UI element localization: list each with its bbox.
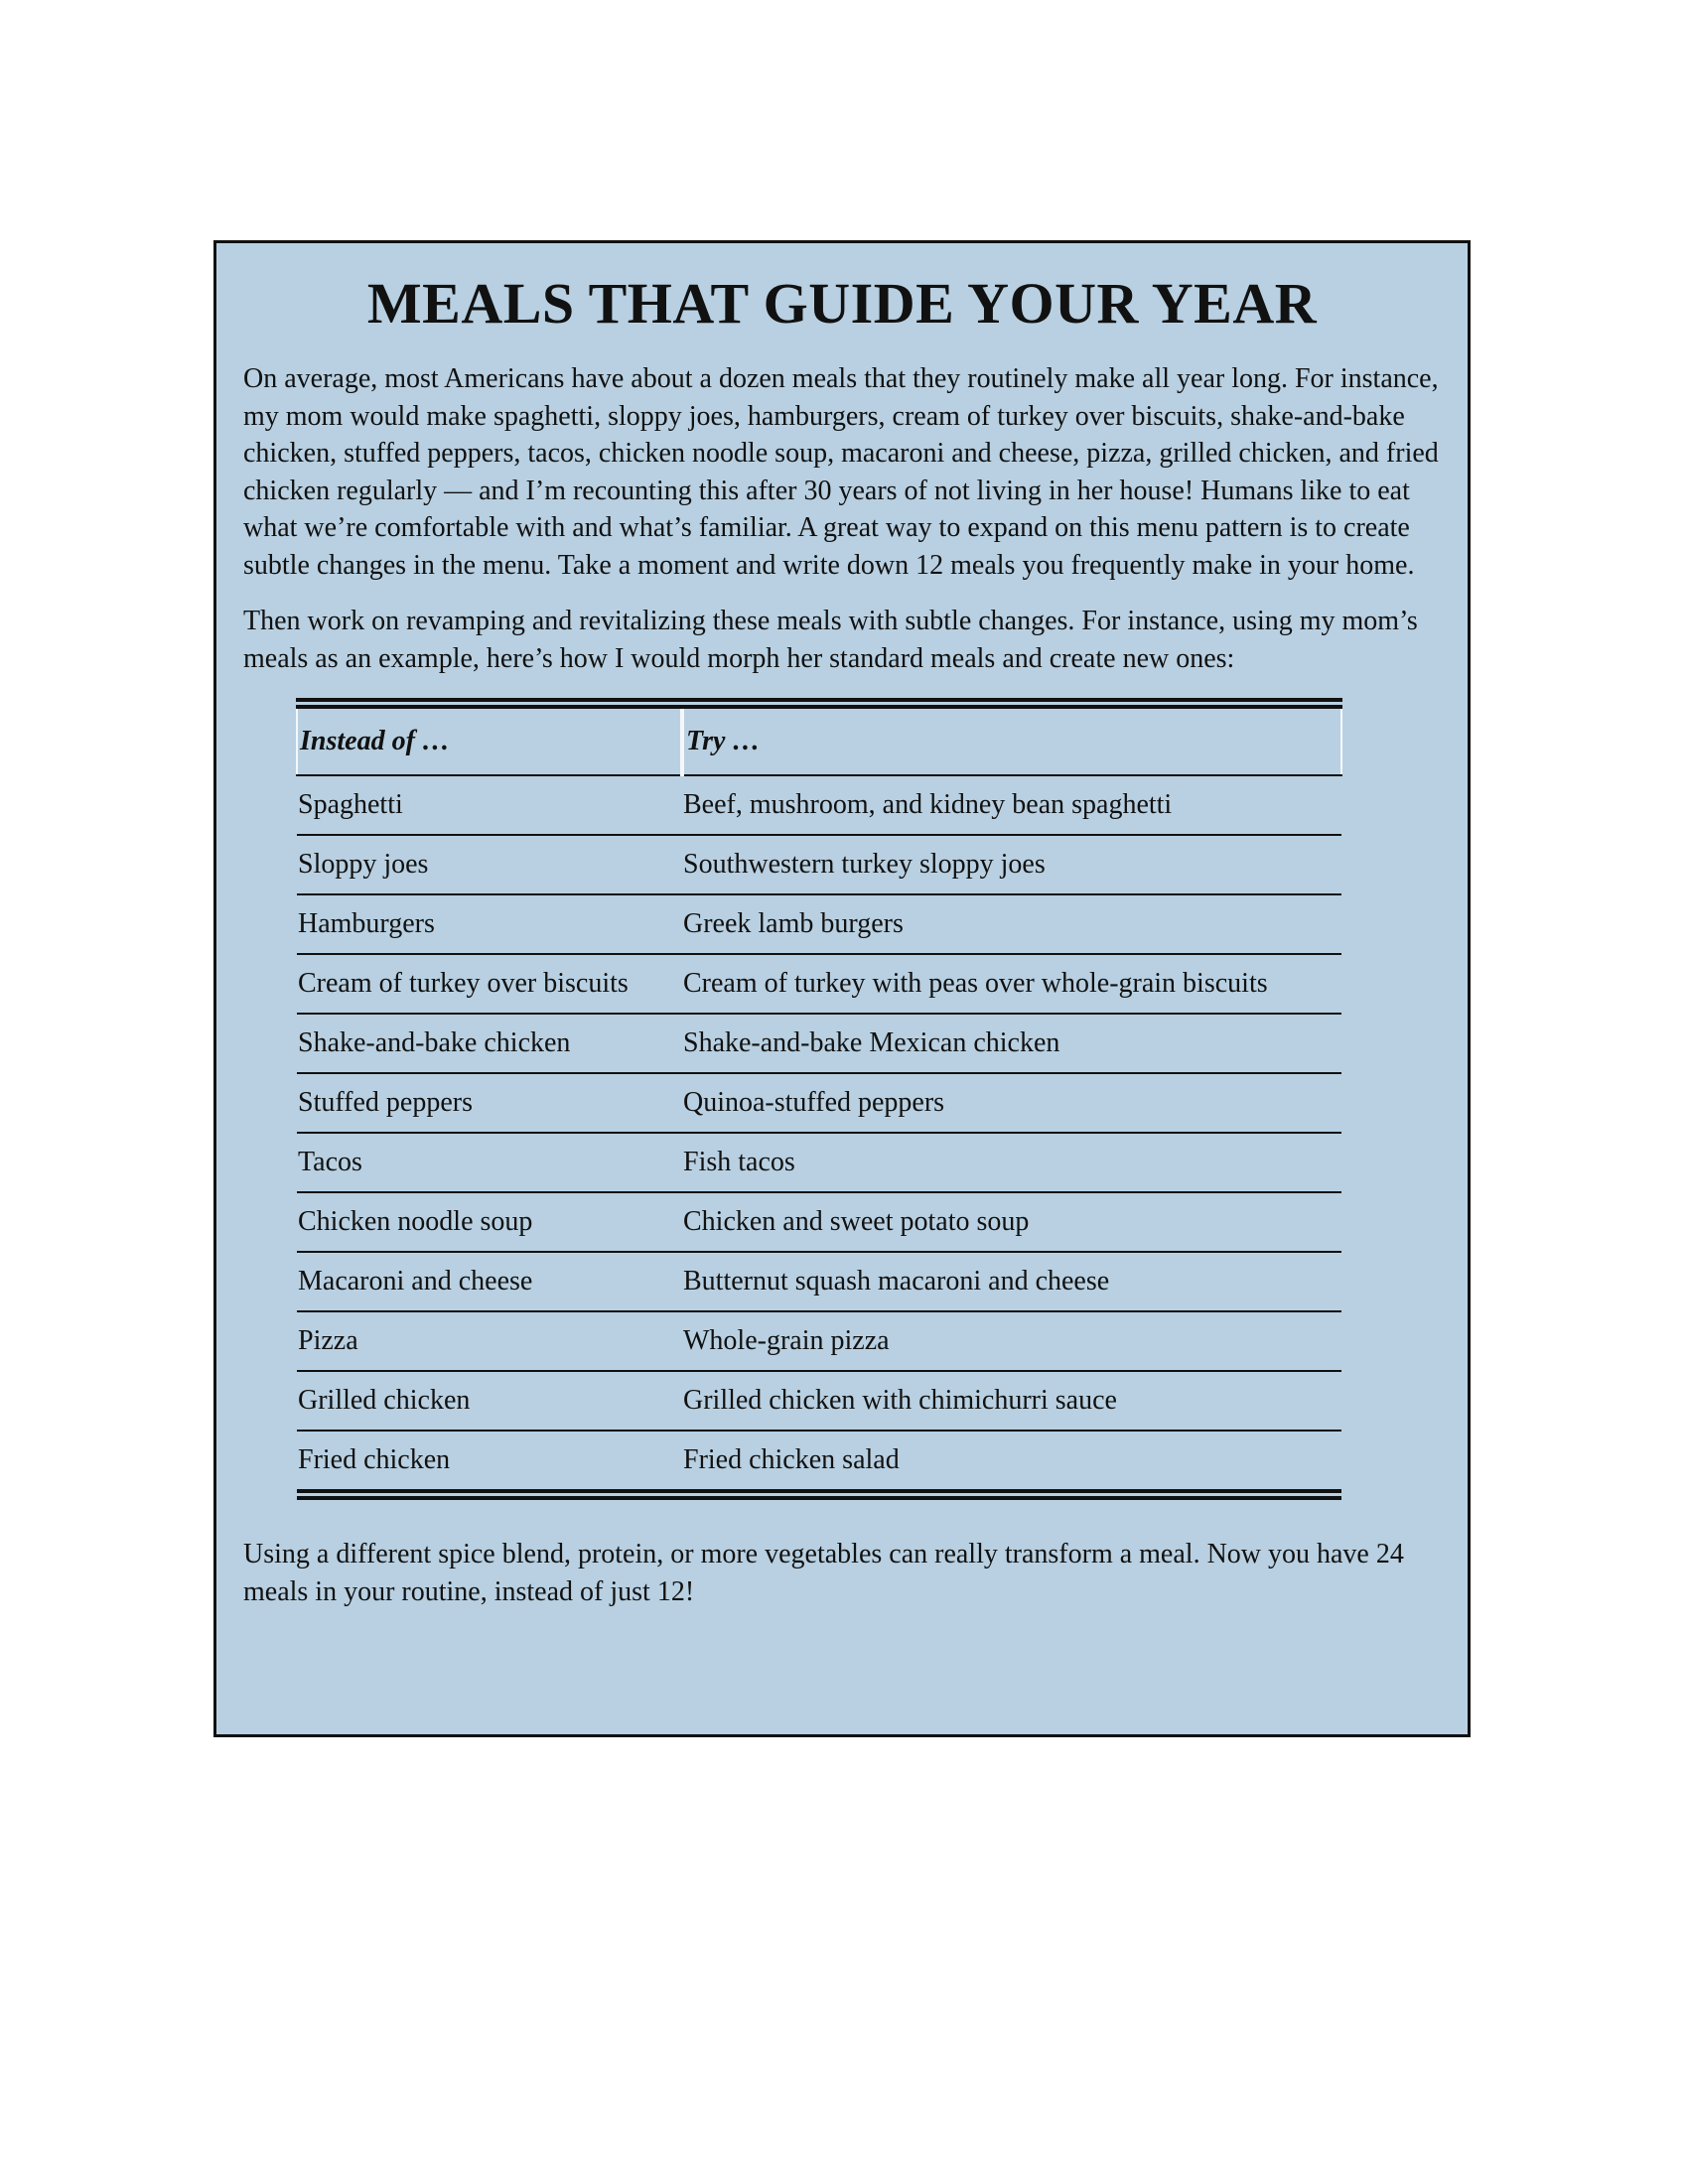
try-cell: Fried chicken salad (683, 1444, 900, 1475)
instead-of-cell: Grilled chicken (297, 1371, 682, 1431)
instead-of-cell: Spaghetti (297, 775, 682, 835)
table-row (297, 1311, 1341, 1371)
table-row (297, 1014, 1341, 1073)
sidebar-title: MEALS THAT GUIDE YOUR YEAR (366, 271, 1318, 336)
second-paragraph: Then work on revamping and revitalizing these meals with subtle changes. For instance, using my mom’s meals as an example, here’s how I would morph her standard meals and create new ones: (243, 606, 1418, 674)
instead-of-cell: Hamburgers (297, 894, 682, 954)
table-row (297, 835, 1341, 894)
table-header-row (297, 704, 1341, 776)
instead-of-cell: Cream of turkey over biscuits (297, 954, 682, 1014)
instead-of-cell: Stuffed peppers (297, 1073, 682, 1133)
try-cell: Beef, mushroom, and kidney bean spaghetti (682, 775, 1341, 835)
try-cell: Quinoa-stuffed peppers (682, 1073, 1341, 1133)
table-row (297, 1371, 1341, 1431)
intro-paragraph: On average, most Americans have about a dozen meals that they routinely make all year long. For instance, my mom would make spaghetti, sloppy joes, hamburgers, cream of turkey over biscuits, shake-and-bake chicken, stuffed peppers, tacos, chicken noodle soup, macaroni and cheese, pizza, grilled chicken, and fried chicken regularly — and I’m recounting this after 30 years of not living in her house! Humans like to eat what we’re comfortable with and what’s familiar. A great way to expand on this menu pattern is to create subtle changes in the menu. Take a moment and write down 12 meals you frequently make in your home. (243, 363, 1439, 581)
try-cell: Butternut squash macaroni and cheese (682, 1252, 1341, 1311)
closing-paragraph: Using a different spice blend, protein, or more vegetables can really transform a meal. Now you have 24 meals in your routine, instead of just 12! (243, 1539, 1404, 1607)
try-cell: Greek lamb burgers (682, 894, 1341, 954)
table-row (297, 1192, 1341, 1252)
instead-of-cell: Shake-and-bake chicken (297, 1014, 682, 1073)
instead-of-cell: Chicken noodle soup (297, 1192, 682, 1252)
instead-of-cell: Pizza (297, 1311, 682, 1371)
try-cell: Grilled chicken with chimichurri sauce (682, 1371, 1341, 1431)
instead-of-cell: Sloppy joes (297, 835, 682, 894)
table-row (297, 1431, 1341, 1495)
meal-swap-table (296, 698, 1342, 1500)
try-cell: Shake-and-bake Mexican chicken (682, 1014, 1341, 1073)
table-row (297, 1252, 1341, 1311)
instead-of-cell: Tacos (297, 1133, 682, 1192)
header-try: Try … (682, 704, 1341, 776)
table-row (297, 775, 1341, 835)
try-cell: Whole-grain pizza (682, 1311, 1341, 1371)
table-row (297, 1073, 1341, 1133)
try-cell: Southwestern turkey sloppy joes (682, 835, 1341, 894)
header-instead-of: Instead of … (297, 704, 682, 776)
try-cell: Fish tacos (682, 1133, 1341, 1192)
try-cell: Chicken and sweet potato soup (682, 1192, 1341, 1252)
table-row (297, 894, 1341, 954)
table-row (297, 1133, 1341, 1192)
table-row (297, 954, 1341, 1014)
sidebar-box (213, 240, 1471, 1737)
instead-of-cell: Macaroni and cheese (297, 1252, 682, 1311)
instead-of-cell: Fried chicken (298, 1444, 451, 1475)
try-cell: Cream of turkey with peas over whole-grain biscuits (682, 954, 1341, 1014)
